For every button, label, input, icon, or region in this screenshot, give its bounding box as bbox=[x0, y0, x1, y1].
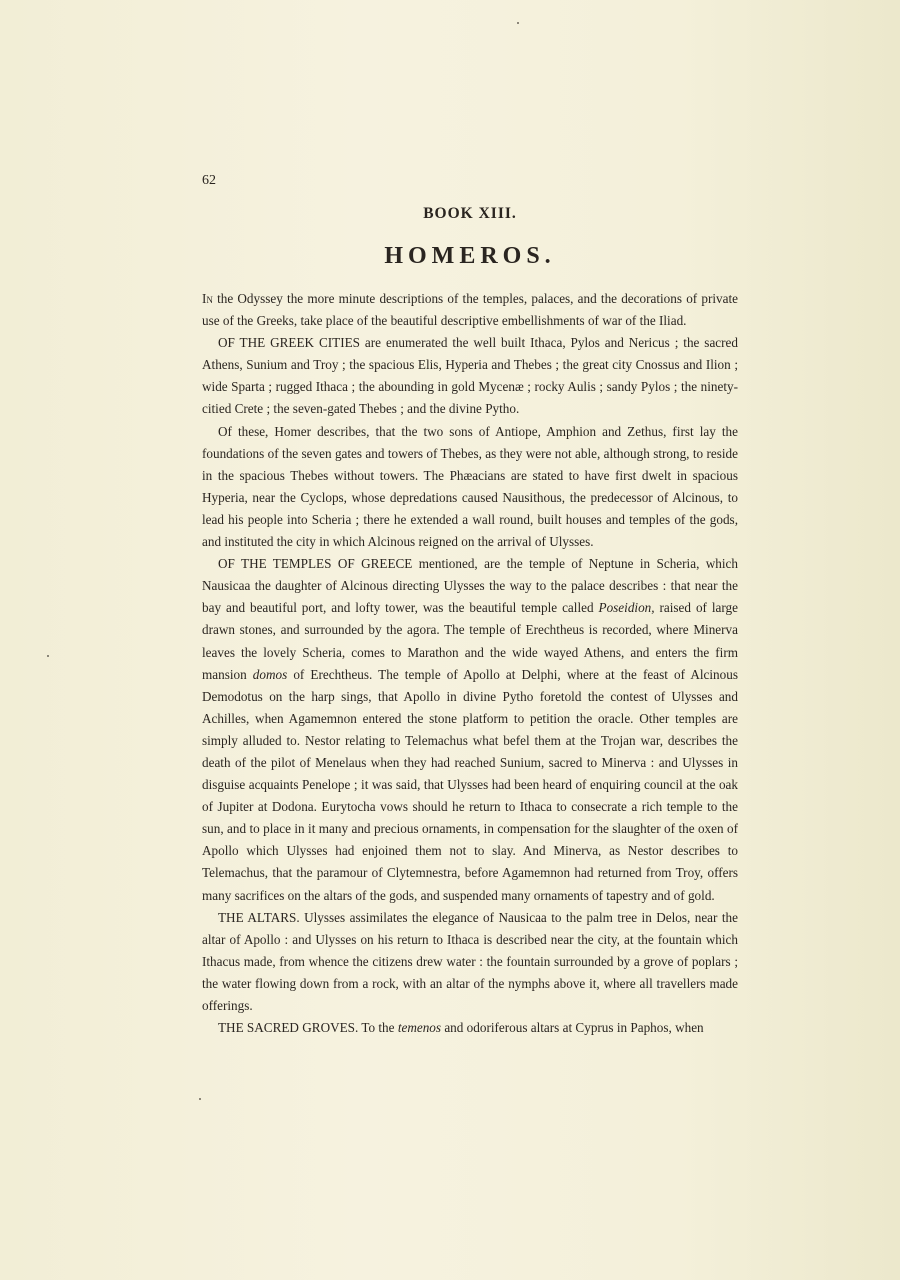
italic-term: Poseidion, bbox=[598, 600, 655, 616]
paragraph-text: OF THE TEMPLES OF GREECE mentioned, are the temple of Neptune in Scheria, which Nausicaa the daughter of Alcinous directing Ulysses the way to the palace describes : that near the bay and beautiful port, and lofty tower, was the beautiful temple called bbox=[202, 556, 738, 616]
paragraph-intro bbox=[202, 288, 738, 332]
paragraph-text: THE SACRED GROVES. To the bbox=[218, 1020, 398, 1036]
paper-speck bbox=[199, 1098, 201, 1100]
paragraph-altars: THE ALTARS. Ulysses assimilates the elegance of Nausicaa to the palm tree in Delos, near the altar of Apollo : and Ulysses on his return to Ithaca is described near the city, at the fountain which Ithacus made, from whence the citizens drew water : the fountain surrounded by a grove of poplars ; the water flowing down from a rock, with an altar of the nymphs above it, where all travellers made offerings. bbox=[202, 909, 738, 1013]
paragraph-text: raised of large drawn stones, and surrounded by the agora. The temple of Erechtheus is recorded, where Minerva leaves the lovely Scheria, comes to Marathon and the wide wayed Athens, and enters the firm mansion bbox=[202, 600, 739, 682]
paragraph-greek-cities: OF THE GREEK CITIES are enumerated the well built Ithaca, Pylos and Nericus ; the sacred Athens, Sunium and Troy ; the spacious Elis, Hyperia and Thebes ; the great city Cnossus and Ilion ; wide Sparta ; rugged Ithaca ; the abounding in gold Mycenæ ; rocky Aulis ; sandy Pylos ; the ninety-citied Crete ; the seven-gated Thebes ; and the divine Pytho. bbox=[202, 335, 738, 417]
page-text bbox=[202, 170, 738, 1039]
italic-term: temenos bbox=[397, 1020, 442, 1036]
body-text bbox=[202, 288, 738, 1039]
paragraph-text: and odoriferous altars at Cyprus in Paphos, when bbox=[441, 1020, 704, 1036]
page-number: 62 bbox=[202, 173, 216, 188]
paragraph-text: of Erechtheus. The temple of Apollo at Delphi, where at the feast of Alcinous Demodotus on the harp sings, that Apollo in divine Pytho foretold the contest of Ulysses and Achilles, when Agamemnon entered the stone platform to petition the oracle. Other temples are simply alluded to. Nestor relating to Telemachus what befel them at the Trojan war, describes the death of the pilot of Menelaus when they had reached Sunium, sacred to Minerva : and Ulysses in disguise acquaints Penelope ; it was said, that Ulysses had been heard of enquiring council at the oak of Jupiter at Dodona. Eurytocha vows should he return to Ithaca to consecrate a rich temple to the sun, and to place in it many and precious ornaments, in compensation for the slaughter of the oxen of Apollo which Ulysses had enjoined them not to slay. And Minerva, as Nestor describes to Telemachus, that the paramour of Clytemnestra, before Agamemnon had returned from Troy, offers many sacrifices on the altars of the gods, and suspended many ornaments of tapestry and of gold. bbox=[202, 666, 738, 903]
italic-term: domos bbox=[252, 666, 288, 682]
paragraph-homer-describes: Of these, Homer describes, that the two sons of Antiope, Amphion and Zethus, first lay the foundations of the seven gates and towers of Thebes, as they were not able, although strong, to reside in the spacious Thebes without towers. The Phæacians are stated to have first dwelt in spacious Hyperia, near the Cyclops, whose depredations caused Nausithous, the predecessor of Alcinous, to lead his people into Scheria ; there he extended a wall round, built houses and temples of the gods, and instituted the city in which Alcinous reigned on the arrival of Ulysses. bbox=[202, 423, 738, 550]
paragraph-text: the Odyssey the more minute descriptions of the temples, palaces, and the decorations of private use of the Greeks, take place of the beautiful descriptive embellishments of war of the Iliad. bbox=[202, 291, 738, 329]
paper-speck bbox=[47, 655, 49, 657]
book-heading: BOOK XIII. bbox=[423, 205, 517, 222]
lead-word: In bbox=[202, 291, 213, 306]
paper-speck bbox=[517, 22, 519, 24]
page-title: HOMEROS. bbox=[384, 243, 556, 269]
paragraph-temples bbox=[202, 553, 738, 907]
paragraph-sacred-groves bbox=[202, 1017, 738, 1039]
